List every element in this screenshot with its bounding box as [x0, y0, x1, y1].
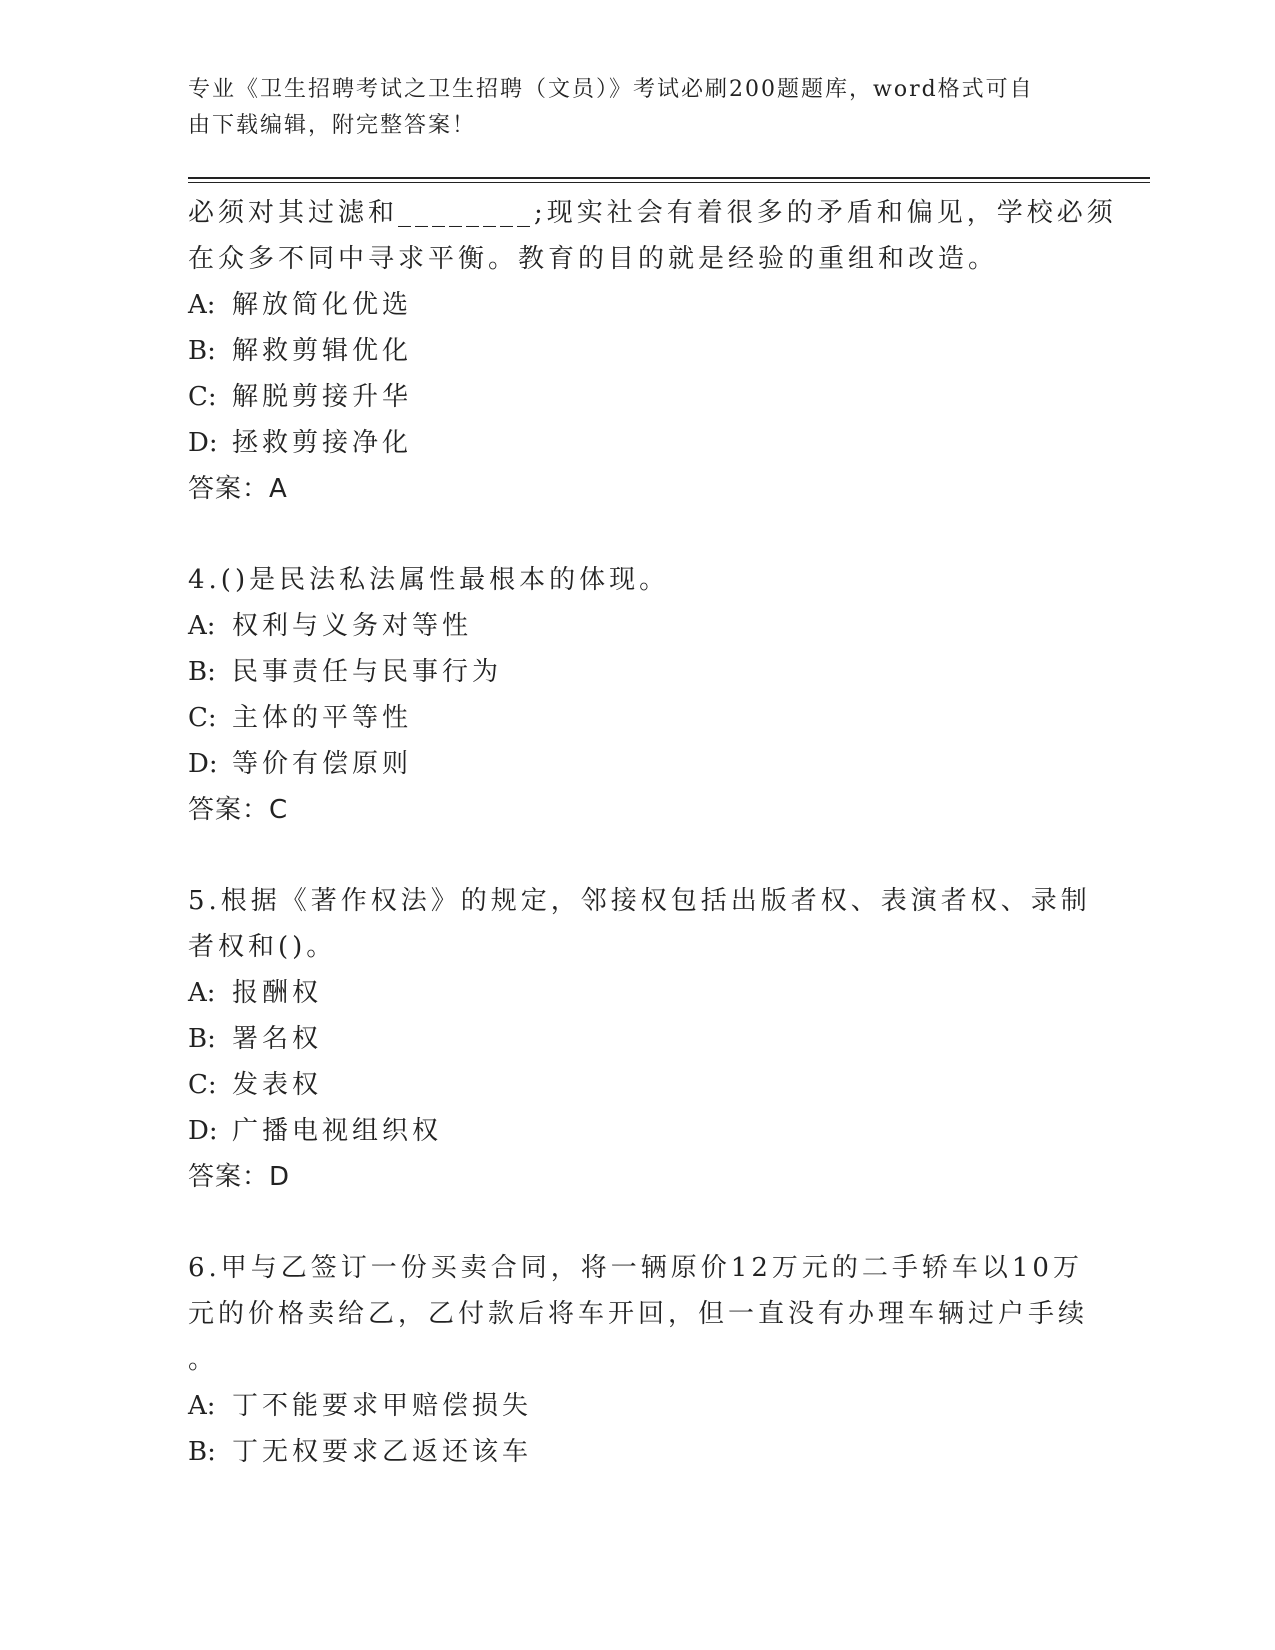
- option-letter: A:: [188, 978, 216, 1008]
- option-letter: A:: [188, 290, 216, 320]
- option-letter: D:: [188, 1116, 218, 1146]
- option-letter: D:: [188, 428, 218, 458]
- option-d: [188, 420, 1088, 466]
- option-b: [188, 649, 1088, 695]
- option-d: [188, 741, 1088, 787]
- option-text: 民事责任与民事行为: [232, 657, 503, 687]
- question-list: [188, 190, 1117, 1475]
- option-b: [188, 1016, 1088, 1062]
- answer-line: 答案：D: [188, 1162, 291, 1192]
- option-text: 丁不能要求甲赔偿损失: [232, 1391, 533, 1421]
- option-a: [188, 970, 1088, 1016]
- option-c: [188, 374, 1088, 420]
- option-text: 丁无权要求乙返还该车: [232, 1437, 533, 1467]
- document-header: [188, 72, 1068, 144]
- question-text: 5.根据《著作权法》的规定，邻接权包括出版者权、表演者权、录制: [188, 886, 1091, 916]
- option-letter: B:: [188, 657, 216, 687]
- option-letter: D:: [188, 749, 218, 779]
- option-d: [188, 1108, 1088, 1154]
- header-line: 专业《卫生招聘考试之卫生招聘（文员）》考试必刷200题题库，word格式可自: [188, 77, 1034, 102]
- option-text: 解脱剪接升华: [232, 382, 413, 412]
- question-6: [188, 1245, 1088, 1475]
- question-text: 在众多不同中寻求平衡。教育的目的就是经验的重组和改造。: [188, 244, 999, 274]
- question-text: 者权和()。: [188, 932, 337, 962]
- option-letter: A:: [188, 1391, 216, 1421]
- option-b: [188, 1429, 1088, 1475]
- option-letter: A:: [188, 611, 216, 641]
- option-text: 拯救剪接净化: [232, 428, 413, 458]
- question-4: [188, 557, 1088, 833]
- option-text: 广播电视组织权: [232, 1116, 443, 1146]
- option-a: [188, 282, 1088, 328]
- option-text: 报酬权: [232, 978, 323, 1008]
- option-letter: B:: [188, 1024, 216, 1054]
- option-a: [188, 603, 1088, 649]
- option-c: [188, 1062, 1088, 1108]
- answer-line: 答案：C: [188, 795, 289, 825]
- option-letter: C:: [188, 1070, 217, 1100]
- question-text: 。: [188, 1345, 219, 1375]
- question-fragment: [188, 190, 1117, 512]
- question-5: [188, 878, 1091, 1200]
- option-b: [188, 328, 1088, 374]
- header-divider: [188, 177, 1150, 179]
- header-divider-thin: [188, 182, 1150, 183]
- option-letter: B:: [188, 336, 216, 366]
- option-a: [188, 1383, 1088, 1429]
- header-line: 由下载编辑，附完整答案！: [188, 113, 477, 138]
- option-text: 发表权: [232, 1070, 323, 1100]
- option-text: 解放简化优选: [232, 290, 413, 320]
- option-c: [188, 695, 1088, 741]
- option-text: 署名权: [232, 1024, 323, 1054]
- question-text: 必须对其过滤和________;现实社会有着很多的矛盾和偏见，学校必须: [188, 198, 1117, 228]
- option-letter: C:: [188, 703, 217, 733]
- option-text: 权利与义务对等性: [232, 611, 473, 641]
- question-text: 元的价格卖给乙，乙付款后将车开回，但一直没有办理车辆过户手续: [188, 1299, 1089, 1329]
- answer-line: 答案：A: [188, 474, 288, 504]
- option-letter: C:: [188, 382, 217, 412]
- option-text: 主体的平等性: [232, 703, 413, 733]
- option-text: 解救剪辑优化: [232, 336, 413, 366]
- question-text: 6.甲与乙签订一份买卖合同，将一辆原价12万元的二手轿车以10万: [188, 1253, 1083, 1283]
- option-letter: B:: [188, 1437, 216, 1467]
- question-text: 4.()是民法私法属性最根本的体现。: [188, 565, 670, 595]
- option-text: 等价有偿原则: [232, 749, 413, 779]
